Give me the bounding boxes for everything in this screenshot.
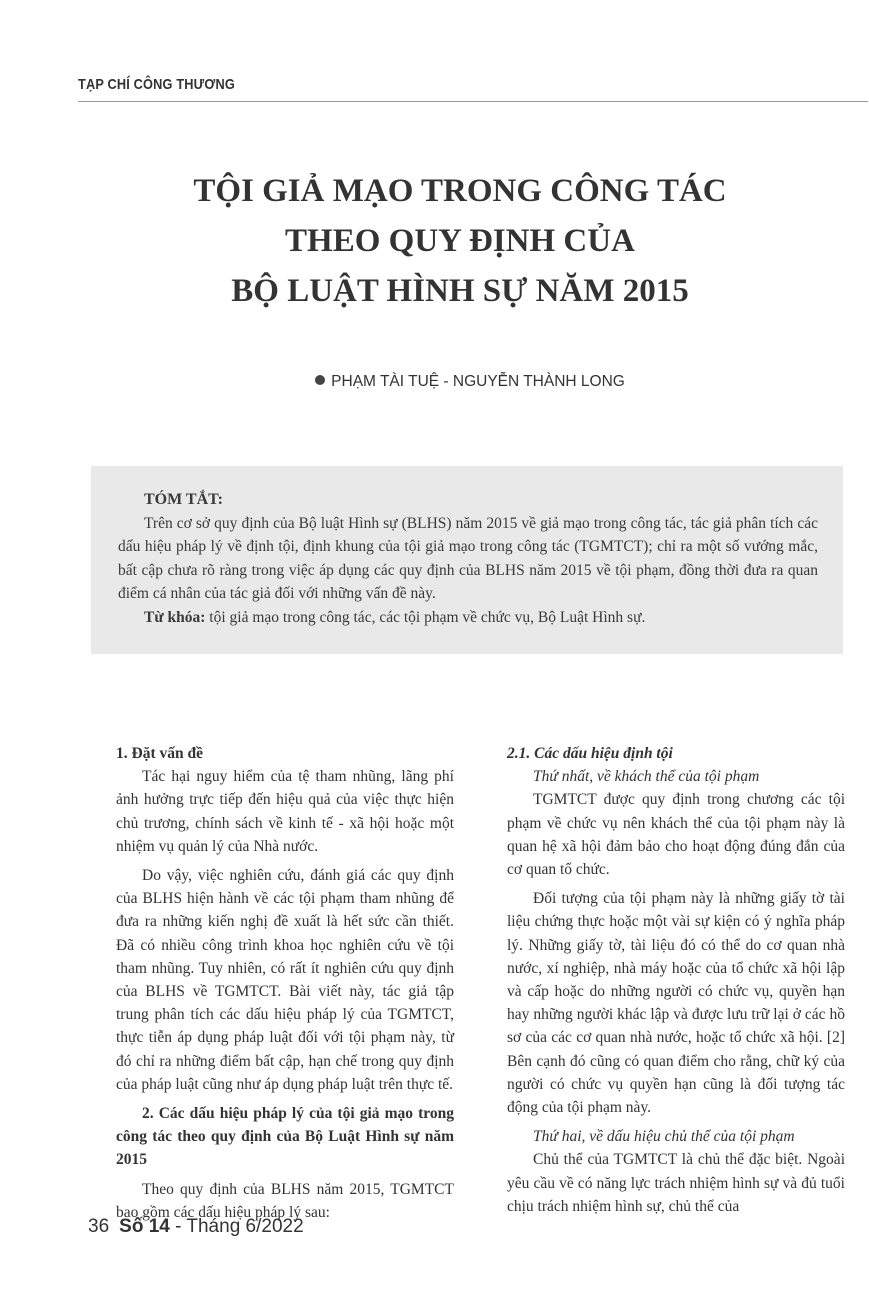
paragraph: Đối tượng của tội phạm này là những giấy tờ tài liệu chứng thực hoặc một vài sự kiện có ý nghĩa pháp lý. Những giấy tờ, tài liệu đó có thể do cơ quan nhà nước, xí nghiệp, nhà máy hoặc của tổ chức xã hội lập và cấp hoặc do những người có chức vụ, quyền hạn hay những người khác lập và được lưu trữ lại ở các hồ sơ của các cơ quan nhà nước, hoặc tổ chức xã hội. [2] Bên cạnh đó cũng có quan điểm cho rằng, chữ ký của người có chức vụ quyền hạn cũng là đối tượng tác động của tội phạm này. xyxy=(507,890,845,1117)
left-column xyxy=(116,742,454,1230)
author-names: PHẠM TÀI TUỆ - NGUYỄN THÀNH LONG xyxy=(331,373,625,390)
section-heading-1: 1. Đặt vấn đề xyxy=(116,745,203,762)
keywords-label: Từ khóa: xyxy=(144,608,206,626)
keywords-text: tội giả mạo trong công tác, các tội phạm về chức vụ, Bộ Luật Hình sự. xyxy=(209,608,646,626)
issue-date: - Tháng 6/2022 xyxy=(175,1216,304,1237)
paragraph: Theo quy định của BLHS năm 2015, TGMTCT bao gồm các dấu hiệu pháp lý sau: xyxy=(116,1180,454,1221)
abstract-text: Trên cơ sở quy định của Bộ luật Hình sự (BLHS) năm 2015 về giả mạo trong công tác, tác giả phân tích các dấu hiệu pháp lý về định tội, định khung của tội giả mạo trong công tác (TGMTCT); chỉ ra một số vướng mắc, bất cập chưa rõ ràng trong việc áp dụng các quy định của BLHS năm 2015 về tội phạm, đồng thời đưa ra quan điểm cá nhân của tác giả đối với những vấn đề này. xyxy=(118,514,818,602)
sub-heading: Thứ hai, về dấu hiệu chủ thể của tội phạm xyxy=(533,1128,795,1146)
page-number: 36 xyxy=(88,1216,110,1237)
title-line-3: BỘ LUẬT HÌNH SỰ NĂM 2015 xyxy=(231,273,689,309)
right-column xyxy=(507,742,845,1224)
sub-heading: Thứ nhất, về khách thể của tội phạm xyxy=(533,768,760,786)
abstract-content xyxy=(118,488,818,629)
issue-number: Số 14 xyxy=(119,1216,170,1237)
page-footer xyxy=(88,1216,304,1238)
journal-name: TẠP CHÍ CÔNG THƯƠNG xyxy=(78,76,235,93)
paragraph: Chủ thể của TGMTCT là chủ thể đặc biệt. Ngoài yêu cầu về có năng lực trách nhiệm hình sự và đủ tuổi chịu trách nhiệm hình sự, chủ thể của xyxy=(507,1151,845,1215)
paragraph: Do vậy, việc nghiên cứu, đánh giá các quy định của BLHS hiện hành về các tội phạm tham nhũng để đưa ra những kiến nghị đề xuất là hết sức cần thiết. Đã có nhiều công trình khoa học nghiên cứu về tội tham nhũng. Tuy nhiên, có rất ít nghiên cứu quy định của BLHS về TGMTCT. Bài viết này, tác giả tập trung phân tích các dấu hiệu pháp lý của TGMTCT, thực tiễn áp dụng pháp luật đối với tội phạm này, từ đó chỉ ra những điểm bất cập, hạn chế trong quy định của pháp luật cũng như áp dụng pháp luật trên thực tế. xyxy=(116,867,454,1093)
title-line-2: THEO QUY ĐỊNH CỦA xyxy=(285,223,635,259)
keywords xyxy=(118,606,818,630)
abstract-box xyxy=(91,466,843,654)
bullet-icon xyxy=(315,375,325,385)
section-heading-2: 2. Các dấu hiệu pháp lý của tội giả mạo trong công tác theo quy định của Bộ Luật Hình sự năm 2015 xyxy=(116,1105,454,1169)
title-line-1: TỘI GIẢ MẠO TRONG CÔNG TÁC xyxy=(193,173,727,209)
article-title xyxy=(80,166,840,316)
abstract-heading: TÓM TẮT: xyxy=(144,491,223,508)
subsection-heading-2-1: 2.1. Các dấu hiệu định tội xyxy=(507,745,673,762)
paragraph: TGMTCT được quy định trong chương các tội phạm về chức vụ nên khách thể của tội phạm này là quan hệ xã hội đảm bảo cho hoạt động đúng đắn của cơ quan tổ chức. xyxy=(507,791,845,879)
paragraph: Tác hại nguy hiểm của tệ tham nhũng, lãng phí ảnh hưởng trực tiếp đến hiệu quả của việc thực hiện chủ trương, chính sách về kinh tế - xã hội hoặc một nhiệm vụ quản lý của Nhà nước. xyxy=(116,768,454,855)
header-rule xyxy=(78,101,868,102)
authors xyxy=(80,373,860,391)
